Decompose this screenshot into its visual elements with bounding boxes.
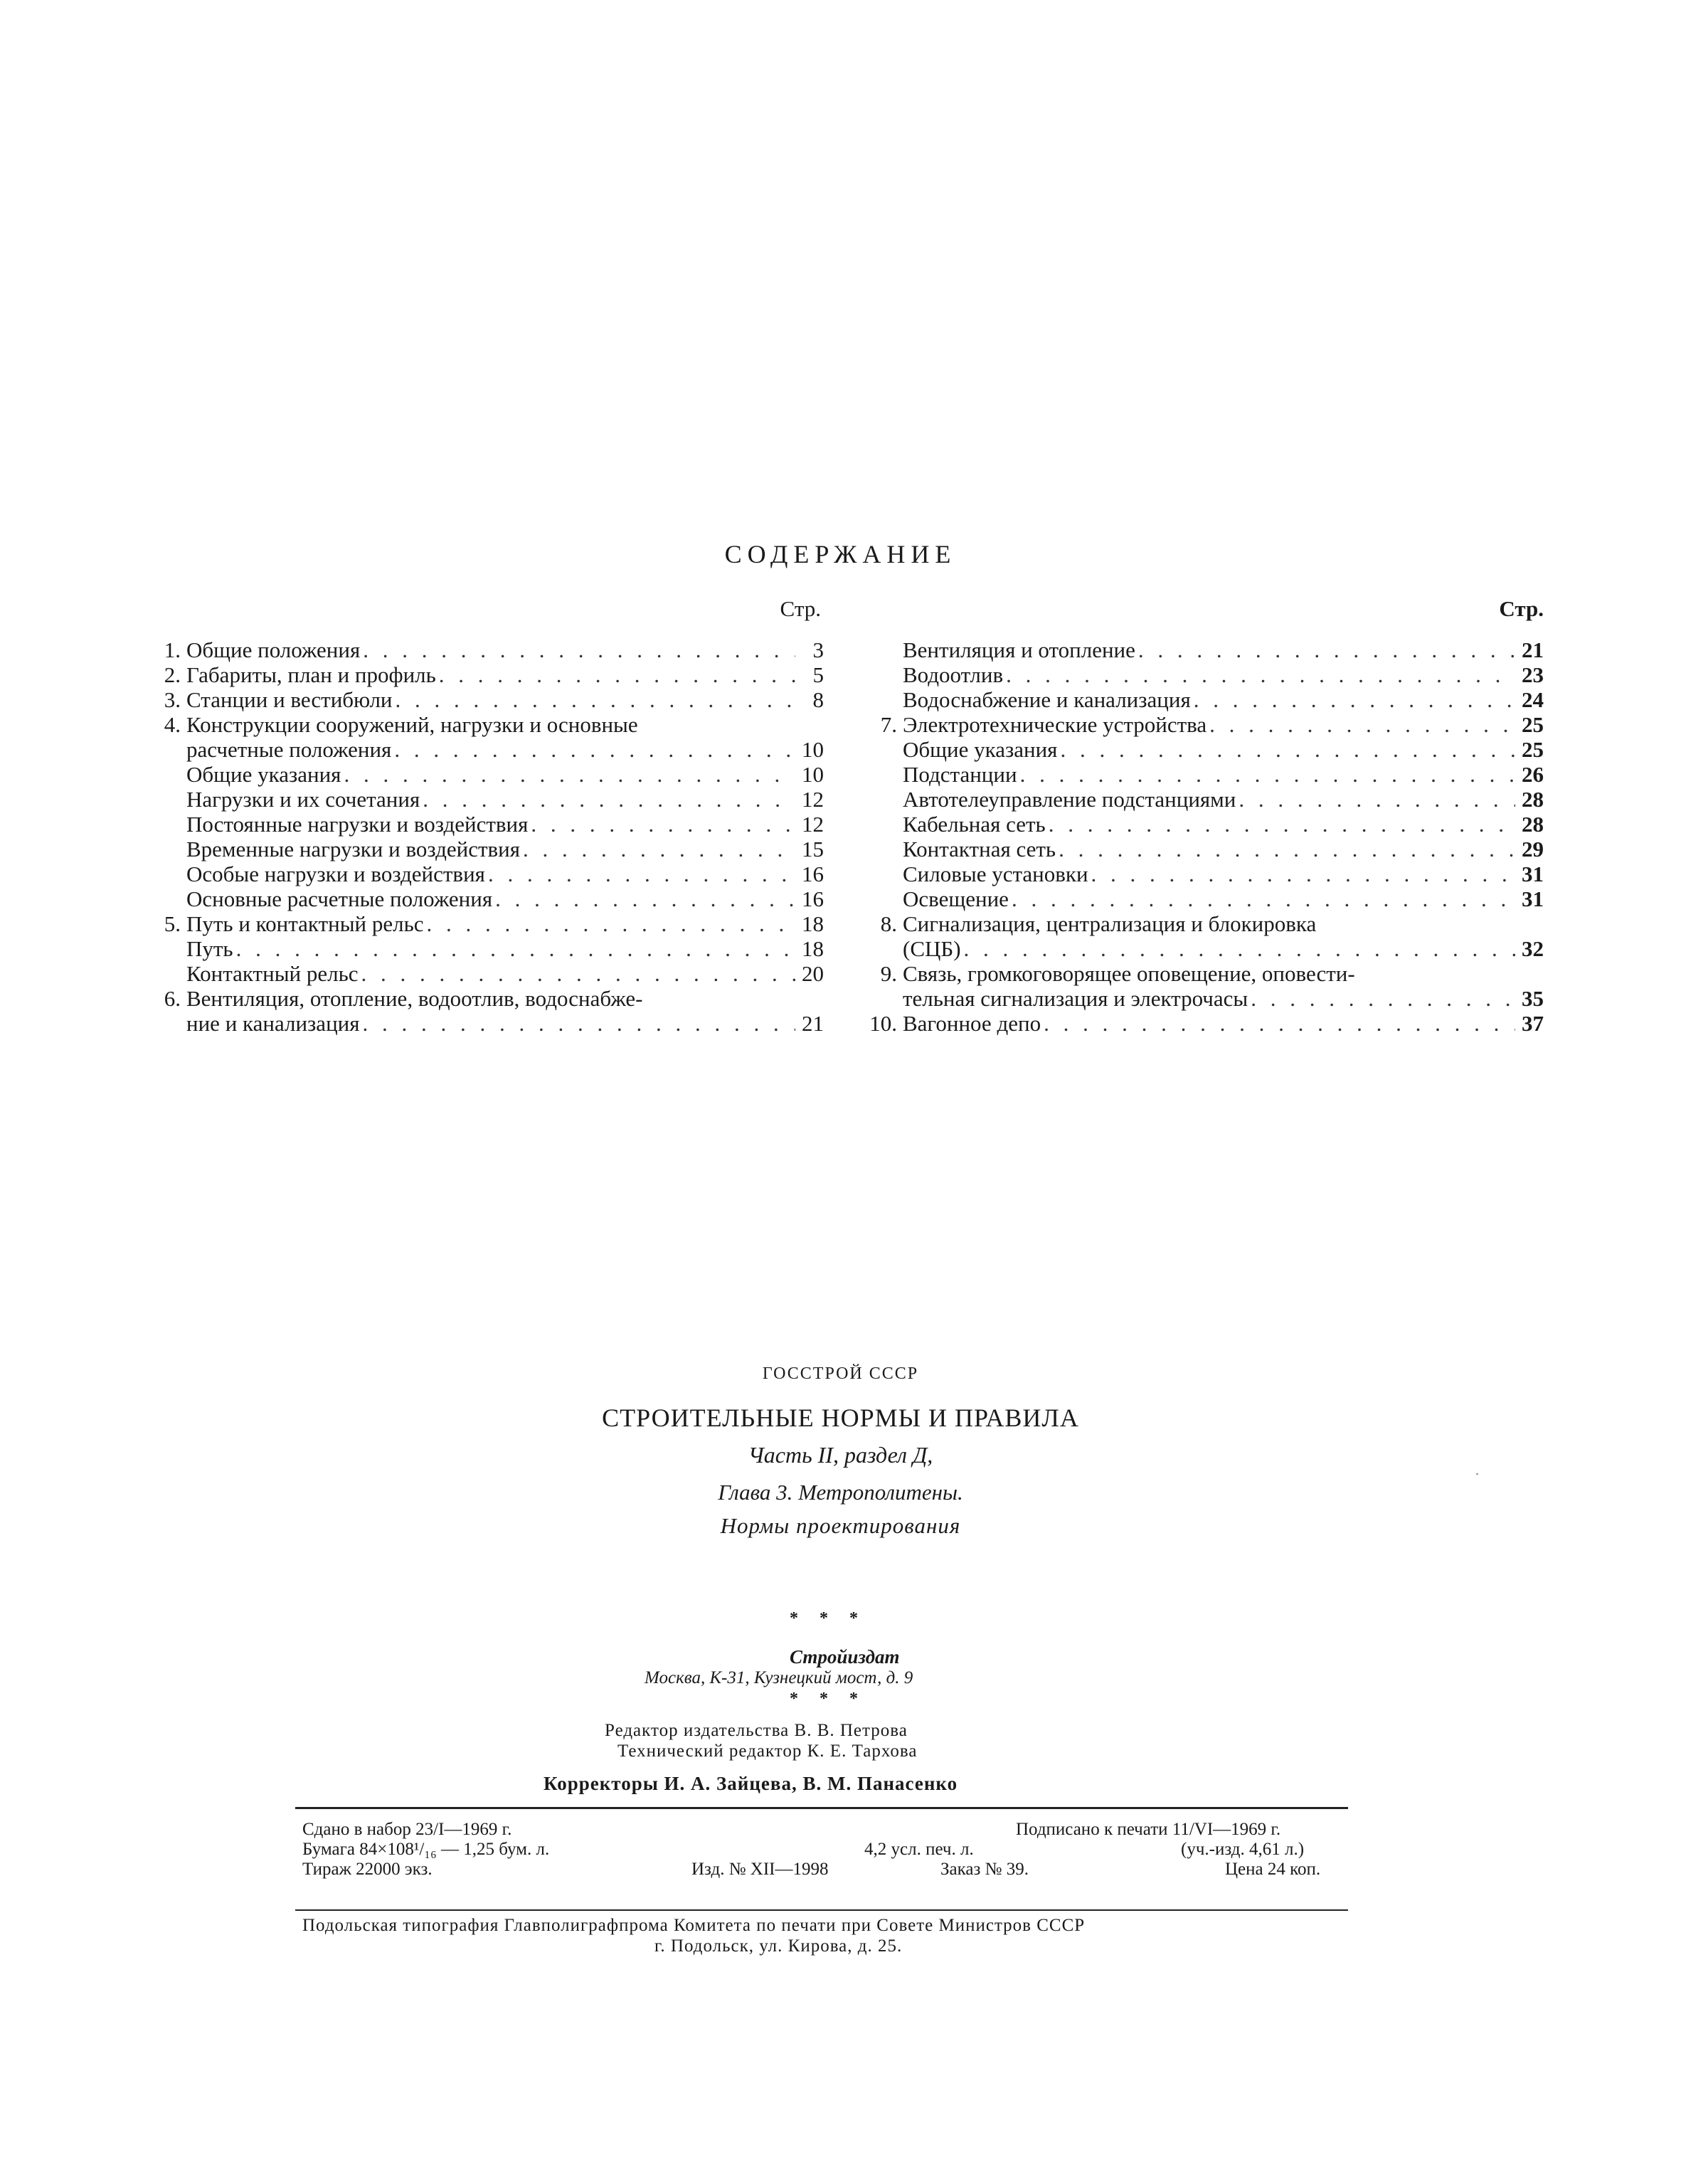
toc-entry-page: 16 (802, 862, 824, 886)
toc-entry-title: Особые нагрузки и воздействия (186, 862, 485, 886)
toc-entry-title: ние и канализация (186, 1011, 360, 1036)
toc-entry-title: Водоснабжение и канализация (903, 687, 1191, 712)
toc-entry (148, 787, 824, 812)
toc-entry (857, 837, 1544, 862)
toc-entry (857, 886, 1544, 911)
toc-entry-title: Основные расчетные положения (186, 886, 493, 911)
toc-entry (148, 637, 824, 662)
toc-entry-page: 12 (802, 812, 824, 837)
toc-entry-title: Кабельная сеть (903, 812, 1046, 837)
toc-entry-title: Станции и вестибюли (186, 687, 393, 712)
toc-entry (857, 961, 1544, 986)
toc-entry-page: 23 (1522, 662, 1544, 687)
toc-entry-page: 29 (1522, 837, 1544, 862)
toc-title: СОДЕРЖАНИЕ (724, 540, 957, 568)
toc-entry-page: 35 (1522, 986, 1544, 1011)
toc-entry-page: 25 (1522, 712, 1544, 737)
toc-entry-page: 21 (1522, 637, 1544, 662)
leader-dots (492, 886, 795, 911)
toc-entry (148, 886, 824, 911)
paper-format: Бумага 84×108¹/₁₆ — 1,25 бум. л. (302, 1840, 550, 1859)
signed-date: Подписано к печати 11/VI—1969 г. (1016, 1820, 1281, 1839)
toc-entry-page: 12 (802, 787, 824, 812)
leader-dots (436, 662, 795, 687)
toc-entry-page: 10 (802, 762, 824, 787)
leader-dots (1135, 637, 1515, 662)
toc-entry (148, 762, 824, 787)
toc-entry-number: 4. (164, 712, 181, 737)
toc-entry (857, 737, 1544, 762)
leader-dots (1046, 812, 1515, 837)
leader-dots (1041, 1011, 1515, 1036)
toc-entry-title: тельная сигнализация и электрочасы (903, 986, 1248, 1011)
toc-entry (148, 837, 824, 862)
leader-dots (424, 911, 795, 936)
toc-entry (857, 712, 1544, 737)
leader-dots (1057, 737, 1515, 762)
toc-entry (148, 712, 824, 737)
series-title: СТРОИТЕЛЬНЫЕ НОРМЫ И ПРАВИЛА (602, 1404, 1079, 1432)
toc-entry (857, 787, 1544, 812)
leader-dots (1191, 687, 1515, 712)
toc-entry-title: Постоянные нагрузки и воздействия (186, 812, 529, 837)
page-column-label: Стр. (1499, 596, 1544, 621)
toc-entry (148, 687, 824, 712)
toc-entry (148, 662, 824, 687)
toc-entry-page: 20 (802, 961, 824, 986)
editor: Редактор издательства В. В. Петрова (605, 1721, 908, 1740)
toc-entry-page: 3 (812, 637, 824, 662)
typeset-date: Сдано в набор 23/I—1969 г. (302, 1820, 512, 1839)
toc-entry-title: Электротехнические устройства (903, 712, 1207, 737)
toc-entry (148, 1011, 824, 1036)
toc-entry-title: Габариты, план и профиль (186, 662, 436, 687)
toc-entry (148, 936, 824, 961)
toc-entry-page: 37 (1522, 1011, 1544, 1036)
toc-entry (148, 961, 824, 986)
leader-dots (528, 812, 795, 837)
leader-dots (1207, 712, 1515, 737)
printer: Подольская типография Главполиграфпрома Комитета по печати при Совете Министров СССР (302, 1916, 1086, 1935)
toc-entry-page: 28 (1522, 812, 1544, 837)
toc-entry-title: Вентиляция и отопление (903, 637, 1135, 662)
toc-entry (857, 911, 1544, 936)
toc-entry-page: 31 (1522, 862, 1544, 886)
leader-dots (1056, 837, 1515, 862)
printer-address: г. Подольск, ул. Кирова, д. 25. (654, 1936, 903, 1956)
leader-dots (520, 837, 795, 862)
toc-entry (148, 737, 824, 762)
leader-dots (393, 687, 795, 712)
toc-entry-title: Контактный рельс (186, 961, 359, 986)
toc-entry-page: 8 (812, 687, 824, 712)
toc-entry-number: 10. (869, 1011, 897, 1036)
toc-entry-title: Конструкции сооружений, нагрузки и основные (186, 712, 638, 737)
toc-entry-page: 24 (1522, 687, 1544, 712)
norms-subtitle: Нормы проектирования (720, 1513, 961, 1538)
toc-entry-title: Путь и контактный рельс (186, 911, 424, 936)
organization: ГОССТРОЙ СССР (762, 1364, 919, 1383)
toc-entry (857, 862, 1544, 886)
correctors: Корректоры И. А. Зайцева, В. М. Панасенко (543, 1773, 958, 1794)
toc-entry-title: Путь (186, 936, 233, 961)
toc-list-left (148, 637, 824, 1036)
toc-entry-title: Водоотлив (903, 662, 1004, 687)
page-column-label: Стр. (780, 596, 821, 621)
toc-entry-title: Сигнализация, централизация и блокировка (903, 911, 1317, 936)
toc-entry-title: (СЦБ) (903, 936, 961, 961)
toc-entry-title: Вагонное депо (903, 1011, 1041, 1036)
toc-entry (857, 662, 1544, 687)
toc-entry-page: 18 (802, 911, 824, 936)
toc-column-right (857, 596, 1544, 1036)
chapter-title: Глава 3. Метрополитены. (718, 1480, 963, 1505)
leader-dots (1088, 862, 1515, 886)
leader-dots (420, 787, 795, 812)
leader-dots (391, 737, 795, 762)
publishing-sheets: (уч.-изд. 4,61 л.) (1181, 1840, 1305, 1859)
part-section: Часть II, раздел Д, (748, 1442, 933, 1468)
scan-speck (1476, 1473, 1478, 1475)
toc-entry-title: Подстанции (903, 762, 1017, 787)
toc-entry-number: 9. (880, 961, 897, 986)
toc-entry (857, 812, 1544, 837)
leader-dots (360, 1011, 795, 1036)
toc-entry-page: 26 (1522, 762, 1544, 787)
toc-entry (857, 762, 1544, 787)
leader-dots (1248, 986, 1515, 1011)
toc-entry (857, 986, 1544, 1011)
toc-entry-page: 25 (1522, 737, 1544, 762)
print-run: Тираж 22000 экз. (302, 1860, 433, 1879)
toc-list-right (857, 637, 1544, 1036)
toc-entry-title: Вентиляция, отопление, водоотлив, водоснабже- (186, 986, 643, 1011)
toc-entry-page: 31 (1522, 886, 1544, 911)
price: Цена 24 коп. (1225, 1860, 1321, 1879)
toc-entry-page: 5 (812, 662, 824, 687)
leader-dots (341, 762, 795, 787)
publisher: Стройиздат (790, 1646, 900, 1668)
toc-entry-page: 18 (802, 936, 824, 961)
toc-entry (148, 986, 824, 1011)
toc-entry-number: 8. (880, 911, 897, 936)
toc-entry-title: Общие положения (186, 637, 361, 662)
toc-entry-title: Временные нагрузки и воздействия (186, 837, 520, 862)
publisher-address: Москва, К-31, Кузнецкий мост, д. 9 (645, 1668, 913, 1687)
toc-entry-number: 7. (880, 712, 897, 737)
toc-entry-title: расчетные положения (186, 737, 392, 762)
toc-column-left (148, 596, 824, 1036)
leader-dots (1236, 787, 1515, 812)
print-sheets: 4,2 усл. печ. л. (864, 1840, 974, 1859)
leader-dots (485, 862, 795, 886)
divider (295, 1909, 1348, 1911)
toc-entry (148, 911, 824, 936)
toc-entry (148, 812, 824, 837)
toc-entry-number: 2. (164, 662, 181, 687)
leader-dots (1017, 762, 1515, 787)
toc-entry (857, 1011, 1544, 1036)
toc-entry-page: 10 (802, 737, 824, 762)
leader-dots (961, 936, 1515, 961)
leader-dots (1003, 662, 1515, 687)
toc-entry (857, 637, 1544, 662)
separator-stars: * * * (790, 1609, 866, 1628)
leader-dots (360, 637, 795, 662)
toc-entry-number: 1. (164, 637, 181, 662)
toc-entry-title: Автотелеуправление подстанциями (903, 787, 1236, 812)
order-number: Заказ № 39. (940, 1860, 1029, 1879)
edition-number: Изд. № XII—1998 (691, 1860, 829, 1879)
toc-entry-page: 28 (1522, 787, 1544, 812)
toc-entry-title: Силовые установки (903, 862, 1088, 886)
toc-entry-title: Контактная сеть (903, 837, 1056, 862)
divider (295, 1807, 1348, 1809)
leader-dots (1009, 886, 1515, 911)
leader-dots (359, 961, 796, 986)
toc-entry-number: 6. (164, 986, 181, 1011)
toc-entry-page: 16 (802, 886, 824, 911)
separator-stars: * * * (790, 1690, 866, 1708)
leader-dots (233, 936, 795, 961)
toc-entry-title: Нагрузки и их сочетания (186, 787, 420, 812)
toc-entry-page: 32 (1522, 936, 1544, 961)
toc-entry-title: Общие указания (186, 762, 341, 787)
toc-entry-number: 5. (164, 911, 181, 936)
toc-entry-page: 21 (802, 1011, 824, 1036)
toc-entry-number: 3. (164, 687, 181, 712)
toc-entry-title: Освещение (903, 886, 1009, 911)
toc-entry-title: Общие указания (903, 737, 1058, 762)
toc-entry (148, 862, 824, 886)
toc-entry-page: 15 (802, 837, 824, 862)
toc-entry (857, 936, 1544, 961)
toc-entry (857, 687, 1544, 712)
toc-entry-title: Связь, громкоговорящее оповещение, оповести- (903, 961, 1355, 986)
tech-editor: Технический редактор К. Е. Тархова (617, 1742, 918, 1761)
